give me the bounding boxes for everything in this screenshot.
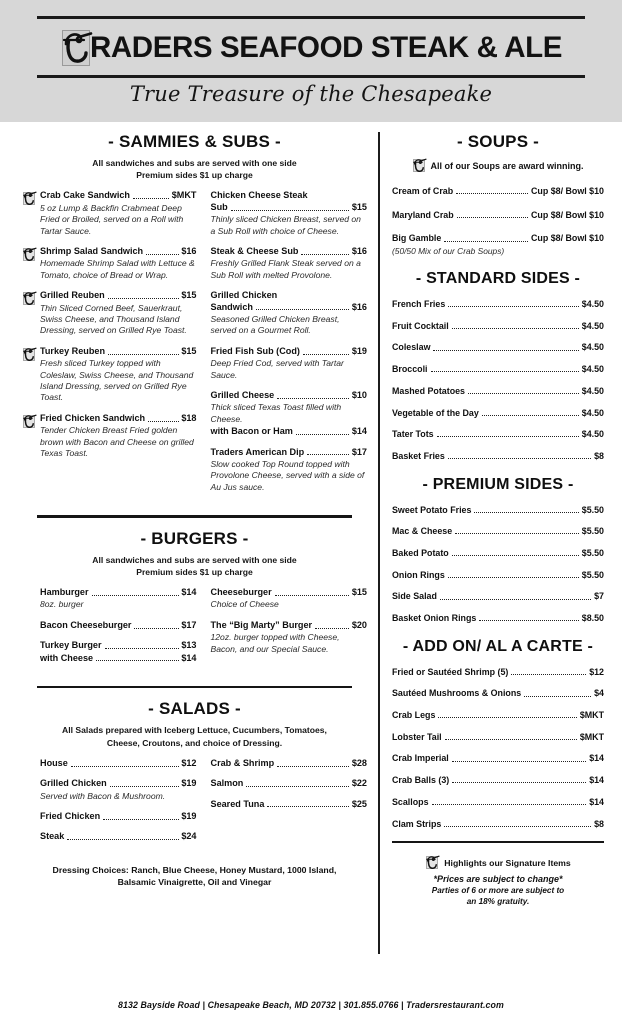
item-price: $12 [181, 757, 197, 768]
menu-item[interactable] [392, 570, 604, 581]
leader-dots [148, 421, 179, 422]
leader-dots [452, 328, 579, 329]
item-name: Lobster Tail [392, 731, 442, 742]
header-rule-top [37, 16, 585, 19]
item-price: $28 [351, 757, 367, 768]
section-divider [37, 515, 352, 518]
leader-dots [433, 350, 578, 351]
item-description: Served with Bacon & Mushroom. [40, 790, 166, 801]
leader-dots [432, 804, 587, 805]
menu-item[interactable] [40, 778, 197, 802]
menu-item[interactable] [211, 758, 368, 769]
item-price: $19 [181, 810, 197, 821]
item-name: Steak [40, 831, 65, 842]
leader-dots [277, 766, 349, 767]
leader-dots [482, 415, 579, 416]
menu-item[interactable] [40, 620, 197, 631]
signature-item-icon [22, 346, 37, 363]
column-divider [378, 132, 380, 954]
menu-item[interactable] [40, 346, 197, 404]
menu-item[interactable] [392, 753, 604, 764]
menu-item[interactable] [392, 186, 604, 197]
item-price: $15 [181, 345, 197, 356]
item-name: Turkey Reuben [40, 345, 106, 356]
signature-legend [392, 854, 604, 871]
item-name: House [40, 757, 68, 768]
section-burgers [22, 529, 367, 673]
item-name: Onion Rings [392, 569, 445, 580]
item-description: Slow cooked Top Round topped with Provolone Cheese, served with a side of Au Jus sauce. [210, 458, 365, 492]
item-variant-price: $14 [181, 652, 197, 663]
item-name: Sautéed Mushrooms & Onions [392, 688, 522, 699]
item-name: Crab & Shrimp [210, 757, 275, 768]
item-name: Hamburger [40, 587, 89, 598]
item-price: $14 [589, 753, 604, 764]
item-name: Sweet Potato Fries [392, 504, 472, 515]
section-title: - SALADS - [148, 699, 241, 719]
section-subtitle: All Salads prepared with Iceberg Lettuce, Cucumbers, Tomatoes, Cheese, Croutons, and choice of Dressing. [62, 725, 327, 748]
menu-item[interactable] [392, 688, 604, 699]
item-description: 12oz. burger topped with Cheese, Bacon, and our Special Sauce. [210, 632, 340, 654]
item-name: Traders American Dip [210, 446, 305, 457]
leader-dots [108, 354, 179, 355]
item-name-cont: Sub [210, 201, 228, 212]
item-price: Cup $8/ Bowl $10 [531, 186, 604, 196]
item-name: Mac & Cheese [392, 526, 453, 537]
signature-legend-text: Highlights our Signature Items [444, 857, 571, 868]
item-price: $4.50 [581, 342, 604, 353]
leader-dots [452, 782, 586, 783]
dressing-choices: Dressing Choices: Ranch, Blue Cheese, Honey Mustard, 1000 Island, Balsamic Vinaigrette, Oil and Vinegar [52, 864, 337, 888]
leader-dots [457, 217, 528, 218]
menu-item[interactable] [392, 233, 604, 244]
item-name: Baked Potato [392, 547, 449, 558]
item-description: Choice of Cheese [210, 599, 279, 610]
item-name: Cream of Crab [392, 186, 454, 196]
section-title: - PREMIUM SIDES - [422, 475, 574, 493]
item-price: $5.50 [581, 547, 604, 558]
leader-dots [96, 660, 179, 661]
item-price: $19 [181, 778, 197, 789]
item-variant-price: $14 [351, 426, 367, 437]
item-description: 5 oz Lump & Backfin Crabmeat Deep Fried or Broiled, served on a Roll with Tartar Sauce. [40, 202, 184, 236]
menu-header [0, 0, 622, 122]
leader-dots [303, 354, 349, 355]
section-subtitle: All sandwiches and subs are served with one side Premium sides $1 up charge [92, 158, 297, 181]
item-name: Basket Fries [392, 450, 445, 461]
item-description: 8oz. burger [40, 599, 84, 610]
leader-dots [67, 839, 179, 840]
section-premium-sides [392, 476, 604, 624]
item-name: Broccoli [392, 364, 428, 375]
menu-item[interactable] [392, 548, 604, 559]
leader-dots [468, 393, 579, 394]
section-title: - BURGERS - [140, 528, 249, 548]
leader-dots [440, 599, 591, 600]
item-name-cont: Sandwich [210, 301, 253, 312]
leader-dots [275, 595, 350, 596]
sammies-left-list [22, 190, 197, 502]
item-name: Grilled Cheese [210, 389, 275, 400]
leader-dots [511, 674, 586, 675]
item-description: Freshly Grilled Flank Steak served on a Sub Roll with melted Provolone. [210, 258, 361, 280]
leader-dots [246, 786, 349, 787]
menu-item[interactable] [40, 290, 197, 337]
menu-item[interactable] [40, 413, 197, 460]
sammies-right-list [211, 190, 368, 502]
burgers-right-list [211, 587, 368, 673]
signature-item-icon [22, 190, 37, 207]
leader-dots [267, 806, 349, 807]
item-name: Crab Imperial [392, 753, 449, 764]
leader-dots [448, 577, 579, 578]
traders-t-logo-icon [60, 28, 94, 68]
leader-dots [133, 198, 169, 199]
leader-dots [524, 696, 591, 697]
menu-item[interactable] [211, 390, 368, 438]
leader-dots [307, 454, 349, 455]
item-name: Grilled Reuben [40, 290, 105, 301]
left-column [22, 132, 367, 889]
section-soups [392, 132, 604, 256]
item-price: $15 [351, 201, 367, 212]
menu-item[interactable] [392, 210, 604, 221]
leader-dots [444, 241, 528, 242]
menu-item[interactable] [40, 587, 197, 611]
leader-dots [301, 254, 349, 255]
section-standard-sides [392, 270, 604, 462]
leader-dots [479, 620, 578, 621]
item-price: $5.50 [581, 526, 604, 537]
item-price: Cup $8/ Bowl $10 [531, 209, 604, 220]
item-price: $4.50 [581, 299, 604, 310]
signature-item-icon [22, 413, 37, 430]
leader-dots [456, 193, 528, 194]
item-name: Seared Tuna [210, 798, 265, 809]
right-column [392, 132, 604, 908]
item-variant-name: with Cheese [40, 652, 94, 663]
item-variant-name: with Bacon or Ham [210, 426, 293, 437]
item-name: Fruit Cocktail [392, 320, 449, 331]
section-sammies-and-subs [22, 132, 367, 502]
soups-intro [392, 157, 604, 174]
item-price: $17 [181, 619, 197, 630]
leader-dots [455, 533, 579, 534]
item-price: $MKT [579, 710, 604, 721]
section-title: - SAMMIES & SUBS - [108, 132, 281, 151]
leader-dots [105, 648, 179, 649]
item-price: $4.50 [581, 385, 604, 396]
leader-dots [315, 628, 349, 629]
item-price: $4.50 [581, 364, 604, 375]
item-name: Fried or Sautéed Shrimp (5) [392, 666, 509, 677]
menu-item[interactable] [392, 321, 604, 332]
item-description: Seasoned Grilled Chicken Breast, served on a Gourmet Roll. [210, 313, 340, 336]
item-price: $16 [351, 245, 367, 256]
leader-dots [146, 254, 179, 255]
burgers-left-list [40, 587, 197, 673]
item-price: $10 [351, 389, 367, 400]
item-price: $4.50 [581, 320, 604, 331]
menu-item[interactable] [40, 811, 197, 822]
leader-dots [445, 739, 577, 740]
item-name: Vegetable of the Day [392, 407, 479, 418]
item-name: Fried Fish Sub (Cod) [210, 345, 300, 356]
item-price: $19 [351, 345, 367, 356]
menu-item[interactable] [392, 408, 604, 419]
menu-item[interactable] [392, 364, 604, 375]
item-name: Fried Chicken [40, 810, 101, 821]
item-name: Big Gamble [392, 233, 442, 244]
item-name: Grilled Chicken [40, 778, 107, 789]
item-price: $16 [181, 246, 197, 257]
item-name: Salmon [210, 778, 244, 789]
header-rule-bottom [37, 75, 585, 78]
menu-item[interactable] [211, 290, 368, 337]
leader-dots [134, 628, 178, 629]
menu-item[interactable] [392, 342, 604, 353]
menu-item[interactable] [392, 451, 604, 462]
leader-dots [256, 309, 349, 310]
leader-dots [110, 786, 179, 787]
item-price: $5.50 [581, 569, 604, 580]
item-name: Grilled Chicken [210, 290, 278, 301]
menu-item[interactable] [211, 246, 368, 281]
menu-item[interactable] [392, 505, 604, 516]
signature-item-icon [22, 246, 37, 263]
menu-item[interactable] [40, 190, 197, 237]
leader-dots [452, 761, 586, 762]
menu-item[interactable] [211, 799, 368, 810]
brand-lockup [0, 22, 622, 74]
menu-item[interactable] [211, 778, 368, 789]
menu-item[interactable] [392, 775, 604, 786]
leader-dots [108, 298, 179, 299]
menu-item[interactable] [40, 758, 197, 769]
menu-item[interactable] [392, 591, 604, 602]
menu-item[interactable] [392, 386, 604, 397]
salads-right-list [211, 758, 368, 852]
menu-body [0, 122, 622, 1024]
item-price: $4.50 [581, 407, 604, 418]
menu-item[interactable] [392, 710, 604, 721]
leader-dots [92, 595, 179, 596]
menu-item[interactable] [392, 797, 604, 808]
item-price: $22 [351, 778, 367, 789]
menu-item[interactable] [392, 613, 604, 624]
item-description: Homemade Shrimp Salad with Lettuce & Tomato, choice of Bread or Wrap. [40, 258, 195, 280]
leader-dots [71, 766, 179, 767]
item-price: $7 [594, 591, 604, 602]
leader-dots [277, 398, 349, 399]
item-price: $14 [589, 775, 604, 786]
soups-intro-text: All of our Soups are award winning. [430, 160, 584, 171]
menu-item[interactable] [40, 640, 197, 664]
item-price: $17 [351, 446, 367, 457]
menu-item[interactable] [211, 346, 368, 381]
item-name: The “Big Marty” Burger [210, 619, 313, 630]
item-price: $8 [594, 450, 604, 461]
leader-dots [448, 458, 591, 459]
leader-dots [296, 434, 349, 435]
item-price: $12 [589, 666, 604, 677]
item-name: Bacon Cheeseburger [40, 619, 132, 630]
menu-item[interactable] [392, 429, 604, 440]
leader-dots [448, 306, 579, 307]
item-description: Thinly sliced Chicken Breast, served on a Sub Roll with choice of Cheese. [210, 214, 361, 236]
leader-dots [438, 717, 576, 718]
brand-title: RADERS SEAFOOD STEAK & ALE [89, 31, 562, 65]
item-name: Chicken Cheese Steak [210, 190, 308, 201]
item-name: Crab Balls (3) [392, 775, 450, 786]
item-name: Crab Legs [392, 710, 436, 721]
item-price: $8.50 [581, 613, 604, 623]
section-title: - SOUPS - [456, 132, 540, 151]
item-name: Coleslaw [392, 342, 431, 353]
section-title: - ADD ON/ AL A CARTE - [402, 637, 594, 655]
item-price: $14 [589, 796, 604, 807]
section-title: - STANDARD SIDES - [415, 270, 581, 288]
item-name: Side Salad [392, 591, 437, 602]
item-price: $4.50 [581, 429, 604, 440]
signature-item-icon [425, 854, 440, 871]
item-description: Tender Chicken Breast Fried golden brown with Bacon and Cheese on grilled Texas Toast. [40, 425, 194, 459]
brand-tagline: True Treasure of the Chesapeake [129, 82, 493, 106]
item-name: Crab Cake Sandwich [40, 190, 130, 201]
item-description: (50/50 Mix of our Crab Soups) [392, 246, 505, 257]
menu-item[interactable] [211, 587, 368, 611]
item-name: Shrimp Salad Sandwich [40, 246, 144, 257]
menu-item[interactable] [392, 732, 604, 743]
item-price: $13 [181, 640, 197, 651]
item-description: Deep Fried Cod, served with Tartar Sauce. [210, 358, 344, 380]
item-name: Maryland Crab [392, 209, 454, 220]
prices-note: *Prices are subject to change* [433, 874, 563, 885]
item-price: $20 [351, 619, 367, 630]
item-name: Steak & Cheese Sub [210, 245, 299, 256]
menu-item[interactable] [40, 246, 197, 281]
item-price: $16 [351, 301, 367, 312]
leader-dots [437, 436, 579, 437]
item-price: $15 [351, 587, 367, 598]
item-price: $MKT [579, 731, 604, 742]
item-description: Fresh sliced Turkey topped with Coleslaw, Swiss Cheese, and Thousand Island Dressing, served on Grilled Rye Toast. [40, 358, 194, 403]
item-name: Clam Strips [392, 818, 442, 829]
item-name: Turkey Burger [40, 640, 102, 651]
menu-item[interactable] [392, 526, 604, 537]
menu-item[interactable] [392, 667, 604, 678]
menu-item[interactable] [211, 447, 368, 494]
item-price: $24 [181, 831, 197, 842]
item-name: Tater Tots [392, 429, 434, 440]
item-price: $14 [181, 587, 197, 598]
item-price: $18 [181, 412, 197, 423]
menu-item[interactable] [211, 620, 368, 655]
item-price: $MKT [171, 190, 197, 201]
item-description: Thin Sliced Corned Beef, Sauerkraut, Swiss Cheese, and Thousand Island Dressing, served on Grilled Rye Toast. [40, 302, 187, 336]
section-divider [37, 686, 352, 689]
menu-item[interactable] [211, 190, 368, 237]
item-description: Thick sliced Texas Toast filled with Cheese. [210, 402, 342, 424]
leader-dots [452, 555, 579, 556]
menu-item[interactable] [40, 831, 197, 842]
item-price: Cup $8/ Bowl $10 [531, 233, 604, 244]
item-name: Mashed Potatoes [392, 385, 465, 396]
salads-left-list [40, 758, 197, 852]
leader-dots [444, 826, 591, 827]
leader-dots [431, 371, 579, 372]
page-footer-contact: 8132 Bayside Road | Chesapeake Beach, MD 20732 | 301.855.0766 | Tradersrestaurant.com [118, 1000, 504, 1010]
leader-dots [103, 819, 179, 820]
section-salads [22, 699, 367, 888]
item-price: $4 [594, 688, 604, 699]
menu-item[interactable] [392, 819, 604, 830]
item-name: Cheeseburger [210, 587, 272, 598]
signature-item-icon [22, 290, 37, 307]
item-name: French Fries [392, 299, 446, 310]
leader-dots [474, 512, 578, 513]
item-name: Fried Chicken Sandwich [40, 412, 146, 423]
notes-divider [392, 841, 604, 843]
item-name: Scallops [392, 796, 429, 807]
item-price: $8 [594, 818, 604, 829]
leader-dots [231, 210, 350, 211]
section-add-on-a-la-carte [392, 638, 604, 830]
item-price: $25 [351, 798, 367, 809]
item-price: $5.50 [581, 504, 604, 515]
menu-item[interactable] [392, 299, 604, 310]
menu-notes [392, 841, 604, 908]
item-name: Basket Onion Rings [392, 613, 477, 623]
gratuity-note: Parties of 6 or more are subject to an 18% gratuity. [431, 886, 565, 907]
section-subtitle: All sandwiches and subs are served with one side Premium sides $1 up charge [92, 554, 297, 577]
item-price: $15 [181, 290, 197, 301]
signature-item-icon [412, 157, 427, 174]
